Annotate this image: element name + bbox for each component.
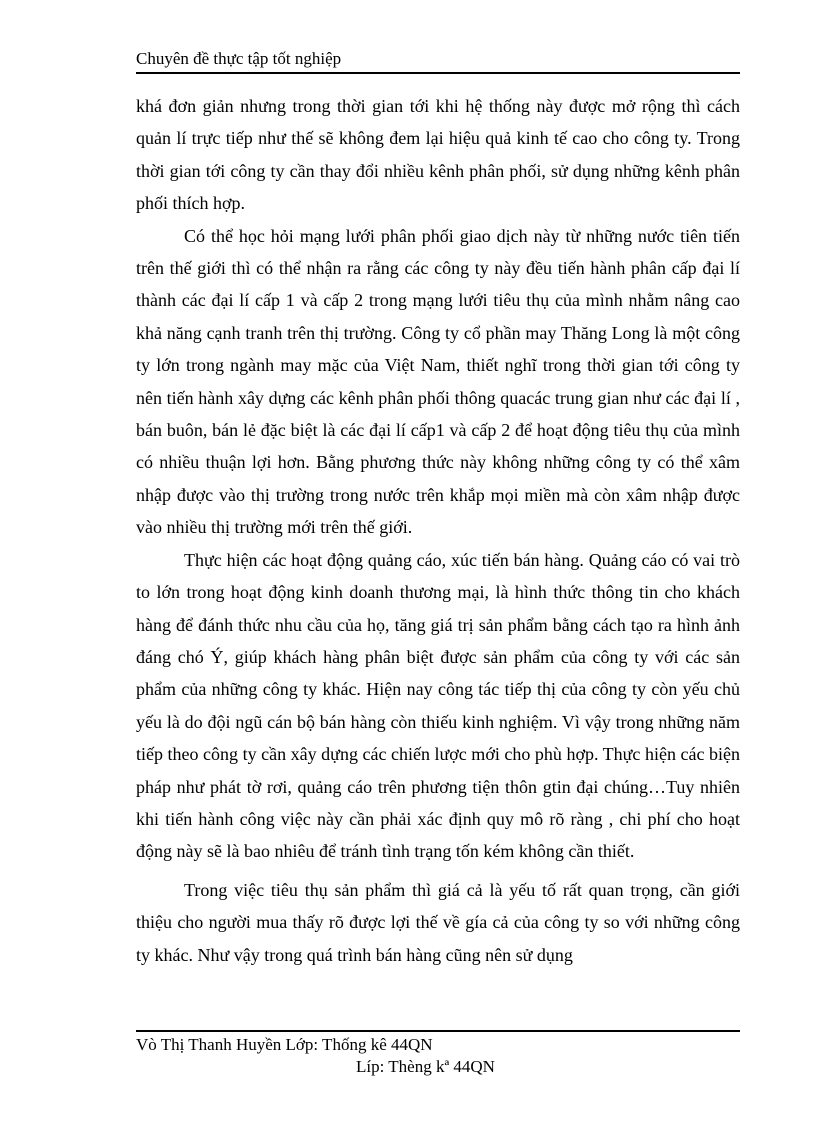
paragraph-1: khá đơn giản nhưng trong thời gian tới khi hệ thống này được mở rộng thì cách quản lí trực tiếp như thế sẽ không đem lại hiệu quả kinh tế cao cho công ty. Trong thời gian tới công ty cần thay đổi nhiều kênh phân phối, sử dụng những kênh phân phối thích hợp. [136,96,740,214]
header-title: Chuyên đề thực tập tốt nghiệp [136,49,342,68]
page-footer [136,1030,740,1055]
page-header [136,46,740,74]
paragraph-3: Thực hiện các hoạt động quảng cáo, xúc tiến bán hàng. Quảng cáo có vai trò to lớn trong hoạt động kinh doanh thương mại, là hình thức thông tin cho khách hàng để đánh thức nhu cầu của họ, tăng giá trị sản phẩm bằng cách tạo ra hình ảnh đáng chó Ý, giúp khách hàng phân biệt được sản phẩm của công ty với các sản phẩm của những công ty khác. Hiện nay công tác tiếp thị của công ty còn yếu chủ yếu là do đội ngũ cán bộ bán hàng còn thiếu kinh nghiệm. Vì vậy trong những năm tiếp theo công ty cần xây dựng các chiến lược mới cho phù hợp. Thực hiện các biện pháp như phát tờ rơi, quảng cáo trên phương tiện thôn gtin đại chúng…Tuy nhiên khi tiến hành công việc này cần phải xác định quy mô rõ ràng , chi phí cho hoạt động này sẽ là bao nhiêu để tránh tình trạng tốn kém không cần thiết. [136,549,740,862]
body-text [136,90,740,971]
paragraph-4: Trong việc tiêu thụ sản phẩm thì giá cả là yếu tố rất quan trọng, cần giới thiệu cho người mua thấy rõ được lợi thế về gía cả của công ty so với những công ty khác. Như vậy trong quá trình bán hàng cũng nên sử dụng [136,879,740,965]
footer-author-line: Vò Thị Thanh Huyền Lớp: Thống kê 44QN [136,1035,433,1054]
paragraph-2: Có thể học hỏi mạng lưới phân phối giao dịch này từ những nước tiên tiến trên thế giới thì có thể nhận ra rằng các công ty này đều tiến hành phân cấp đại lí thành các đại lí cấp 1 và cấp 2 trong mạng lưới tiêu thụ của mình nhằm nâng cao khả năng cạnh tranh trên thị trường. Công ty cổ phần may Thăng Long là một công ty lớn trong ngành may mặc của Việt Nam, thiết nghĩ trong thời gian tới công ty nên tiến hành xây dựng các kênh phân phối thông quacác trung gian như các đại lí , bán buôn, bán lẻ đặc biệt là các đại lí cấp1 và cấp 2 để hoạt động tiêu thụ của mình có nhiều thuận lợi hơn. Bằng phương thức này không những công ty có thể xâm nhập được vào thị trường trong nước trên khắp mọi miền mà còn xâm nhập được vào nhiều thị trường mới trên thế giới. [136,225,740,538]
footer-class-line: Líp: Thèng kª 44QN [356,1057,495,1076]
